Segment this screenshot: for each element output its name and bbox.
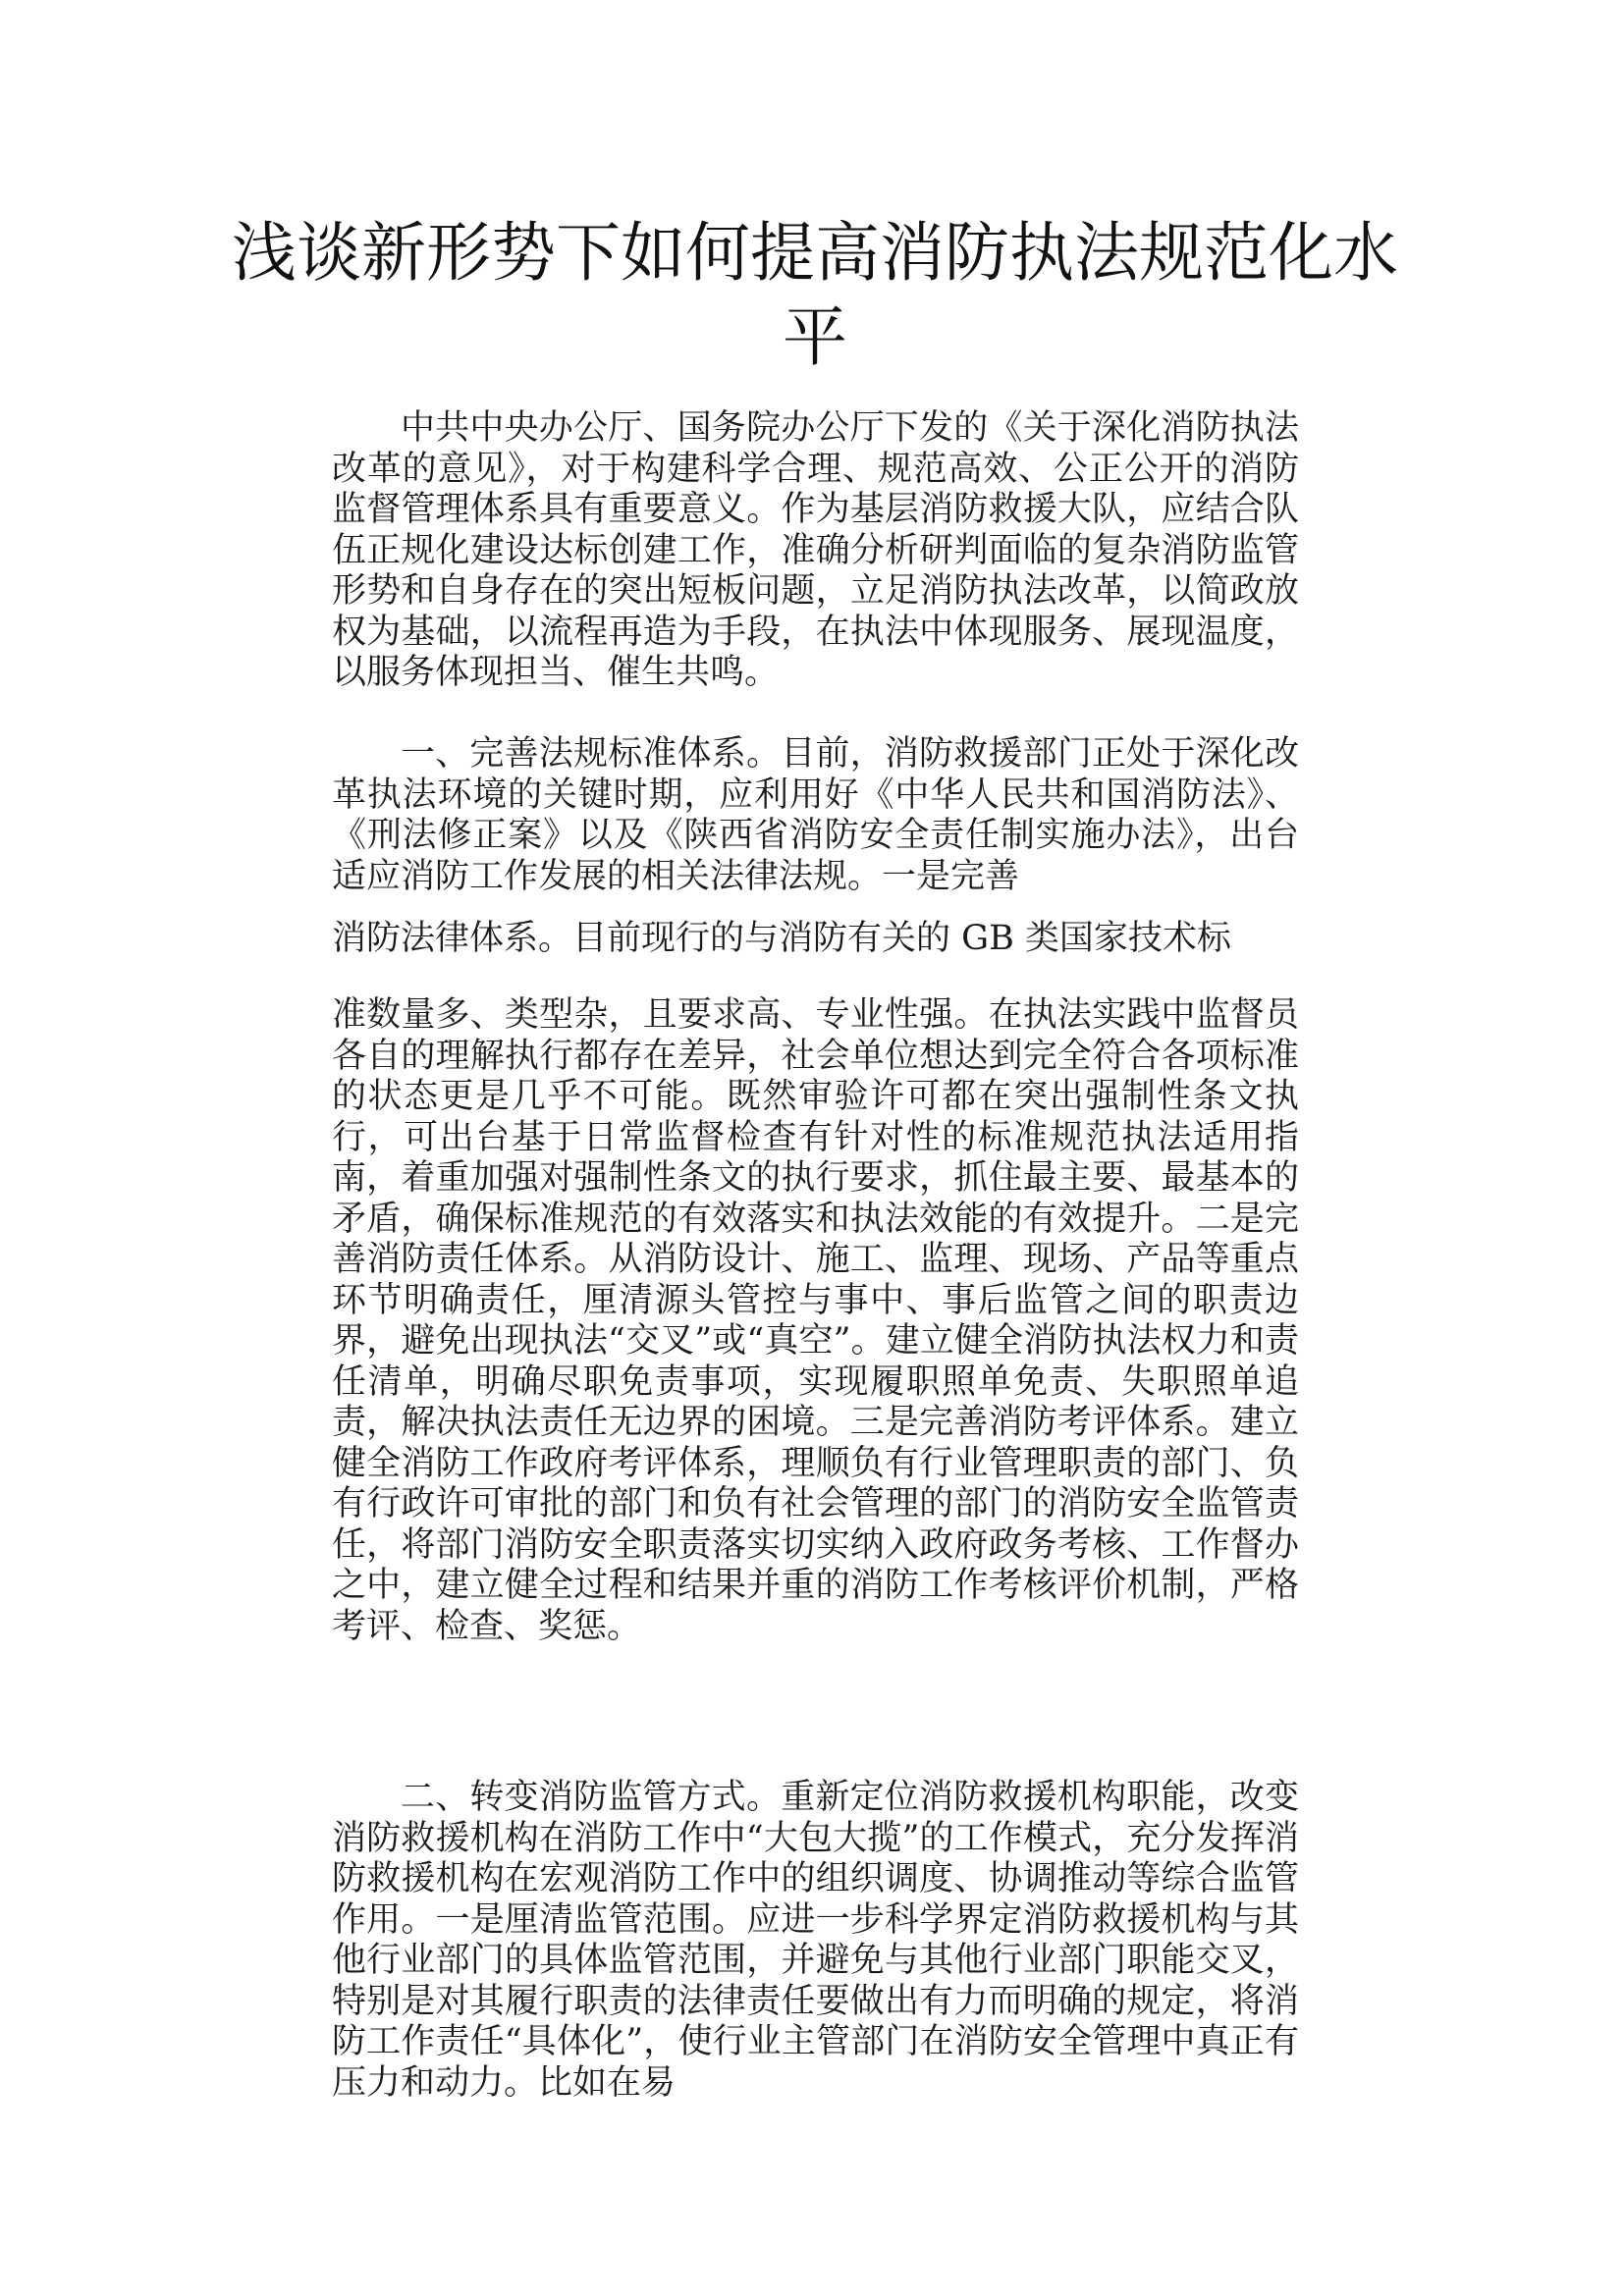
section-one-paragraph: 一、完善法规标准体系。目前，消防救援部门正处于深化改革执法环境的关键时期，应利用好《中华人民共和国消防法》、《刑法修正案》以及《陕西省消防安全责任制实施办法》，出台适应消防工作发展的相关法律法规。一是完善 xyxy=(332,734,1299,896)
section-one-continuation-line: 消防法律体系。目前现行的与消防有关的 GB 类国家技术标 xyxy=(332,919,1231,958)
document-title: 浅谈新形势下如何提高消防执法规范化水平 xyxy=(232,215,1398,375)
section-one-continuation: 准数量多、类型杂，且要求高、专业性强。在执法实践中监督员各自的理解执行都存在差异，社会单位想达到完全符合各项标准的状态更是几乎不可能。既然审验许可都在突出强制性条文执行，可出台基于日常监督检查有针对性的标准规范执法适用指南，着重加强对强制性条文的执行要求，抓住最主要、最基本的矛盾，确保标准规范的有效落实和执法效能的有效提升。二是完善消防责任体系。从消防设计、施工、监理、现场、产品等重点环节明确责任，厘清源头管控与事中、事后监管之间的职责边界，避免出现执法“交叉”或“真空”。建立健全消防执法权力和责任清单，明确尽职免责事项，实现履职照单免责、失职照单追责，解决执法责任无边界的困境。三是完善消防考评体系。建立健全消防工作政府考评体系，理顺负有行业管理职责的部门、负有行政许可审批的部门和负有社会管理的部门的消防安全监管责任，将部门消防安全职责落实切实纳入政府政务考核、工作督办之中，建立健全过程和结果并重的消防工作考核评价机制，严格考评、检查、奖惩。 xyxy=(332,995,1299,1646)
intro-paragraph: 中共中央办公厅、国务院办公厅下发的《关于深化消防执法改革的意见》，对于构建科学合理、规范高效、公正公开的消防监督管理体系具有重要意义。作为基层消防救援大队，应结合队伍正规化建设达标创建工作，准确分析研判面临的复杂消防监管形势和自身存在的突出短板问题，立足消防执法改革，以简政放权为基础，以流程再造为手段，在执法中体现服务、展现温度，以服务体现担当、催生共鸣。 xyxy=(332,408,1299,692)
section-two-paragraph: 二、转变消防监管方式。重新定位消防救援机构职能，改变消防救援机构在消防工作中“大包大揽”的工作模式，充分发挥消防救援机构在宏观消防工作中的组织调度、协调推动等综合监管作用。一是厘清监管范围。应进一步科学界定消防救援机构与其他行业部门的具体监管范围，并避免与其他行业部门职能交叉，特别是对其履行职责的法律责任要做出有力而明确的规定，将消防工作责任“具体化”，使行业主管部门在消防安全管理中真正有压力和动力。比如在易 xyxy=(332,1778,1299,2103)
